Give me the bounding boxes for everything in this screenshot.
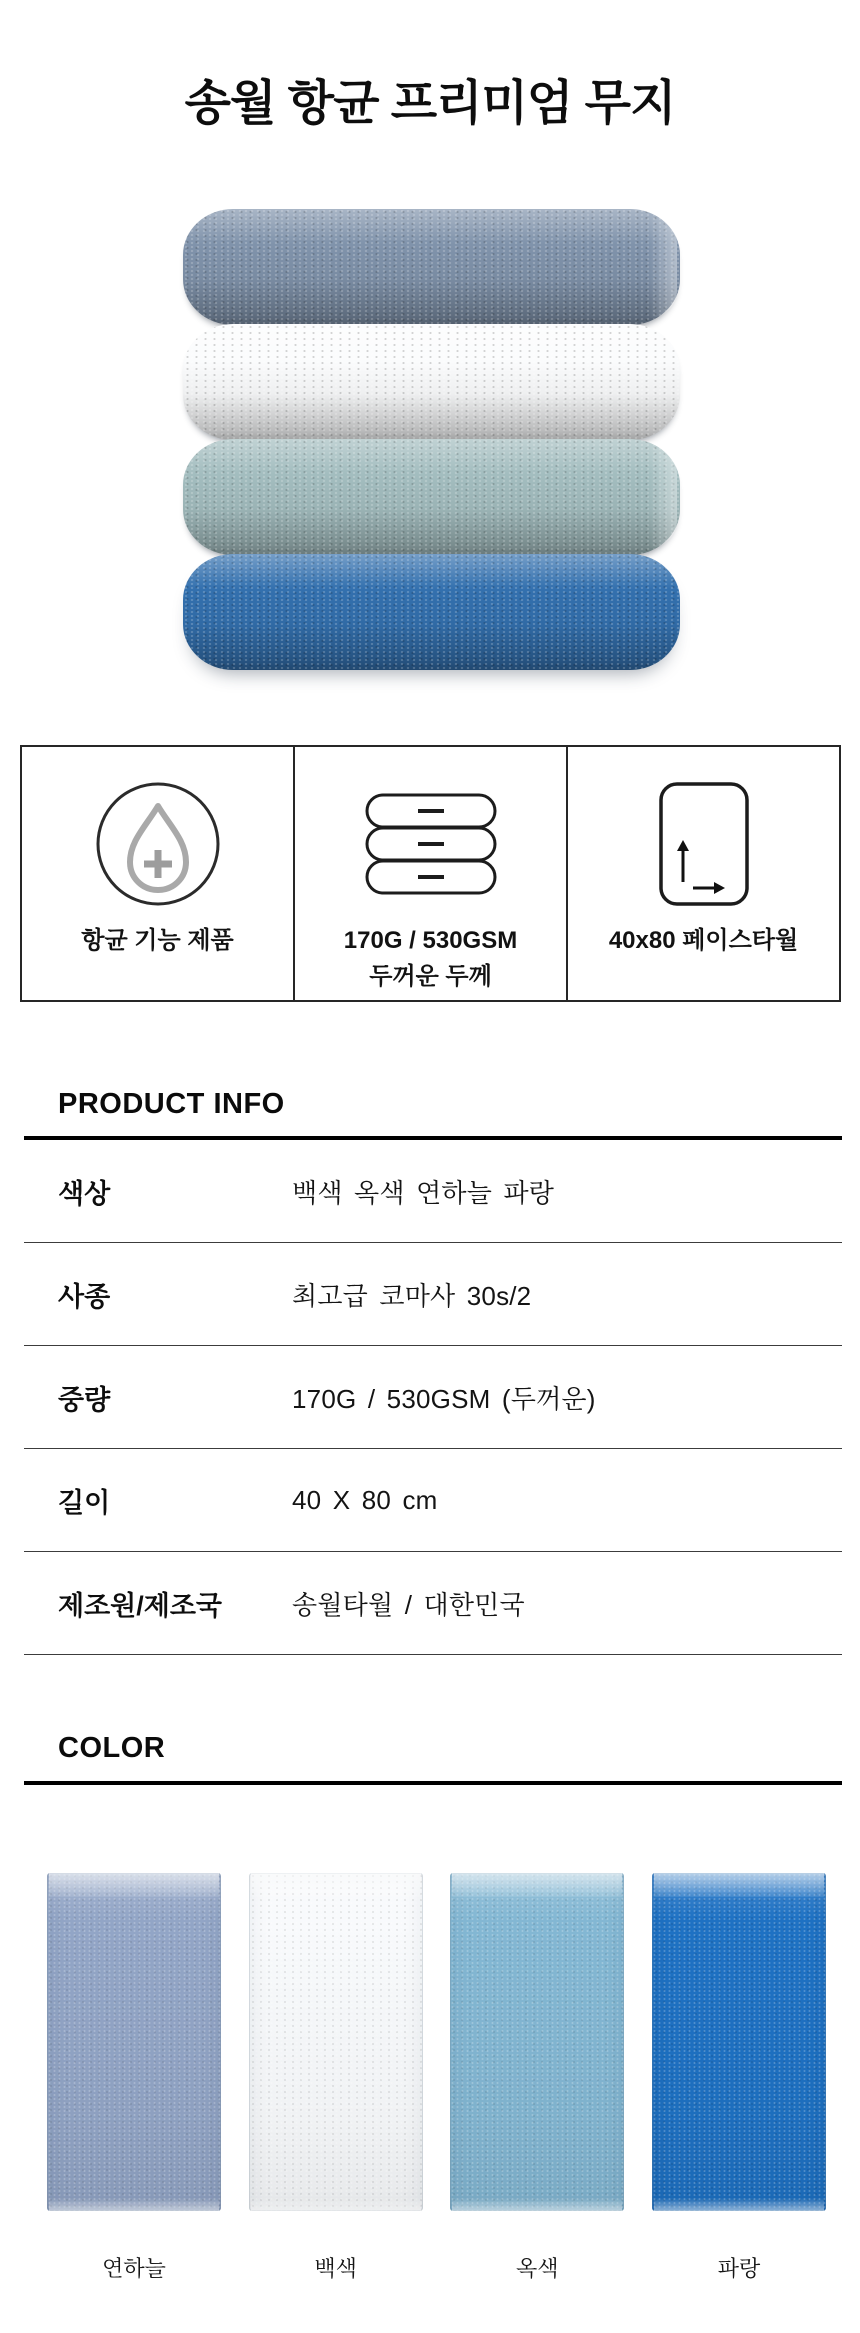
- table-row: [24, 1140, 842, 1243]
- swatch-label: 옥색: [516, 2256, 559, 2281]
- page-title: 송월 항균 프리미엄 무지: [184, 77, 676, 130]
- row-label: 사종: [58, 1281, 111, 1312]
- row-label: 길이: [58, 1487, 111, 1518]
- towel-stack-image: [183, 210, 680, 670]
- table-row: [24, 1243, 842, 1346]
- row-label: 중량: [58, 1384, 111, 1415]
- row-value: 송월타월 / 대한민국: [292, 1589, 525, 1620]
- towel-layer-blue: [183, 554, 680, 670]
- swatch-white: [249, 1873, 423, 2211]
- swatch-light-blue: [47, 1873, 221, 2211]
- feature-label: 항균 기능 제품: [81, 927, 234, 954]
- swatch-label: 백색: [314, 2256, 357, 2281]
- feature-weight: [293, 747, 566, 1000]
- feature-label: 40x80 페이스타월: [608, 927, 799, 954]
- row-value: 최고급 코마사 30s/2: [292, 1280, 532, 1311]
- swatch-blue: [652, 1873, 826, 2211]
- feature-size: [566, 747, 839, 1000]
- row-label: 색상: [58, 1178, 111, 1209]
- row-label: 제조원/제조국: [58, 1590, 222, 1621]
- row-value: 백색 옥색 연하늘 파랑: [292, 1177, 555, 1208]
- row-value: 170G / 530GSM (두꺼운): [292, 1383, 596, 1414]
- feature-label-line2: 두꺼운 두께: [369, 963, 492, 990]
- table-row: [24, 1552, 842, 1655]
- towel-layer-light-blue: [183, 209, 680, 325]
- towel-layer-white: [183, 324, 680, 440]
- towel-stack-icon: [365, 779, 497, 909]
- table-row: [24, 1346, 842, 1449]
- antibacterial-drop-icon: [94, 779, 222, 909]
- product-info-table: [24, 1140, 842, 1655]
- swatch-label: 연하늘: [102, 2256, 166, 2281]
- product-info-heading: PRODUCT INFO: [58, 1088, 285, 1120]
- color-heading: COLOR: [58, 1732, 166, 1764]
- swatch-label: 파랑: [717, 2256, 761, 2281]
- color-divider: [24, 1781, 842, 1785]
- color-swatches: [47, 1873, 826, 2211]
- swatch-jade: [450, 1873, 624, 2211]
- feature-box: [20, 745, 841, 1002]
- feature-antibacterial: [22, 747, 293, 1000]
- swatch-label-row: [47, 2252, 826, 2283]
- table-row: [24, 1449, 842, 1552]
- row-value: 40 X 80 cm: [292, 1484, 438, 1515]
- towel-layer-jade: [183, 439, 680, 555]
- towel-size-icon: [659, 779, 749, 909]
- feature-label: 170G / 530GSM: [343, 927, 518, 954]
